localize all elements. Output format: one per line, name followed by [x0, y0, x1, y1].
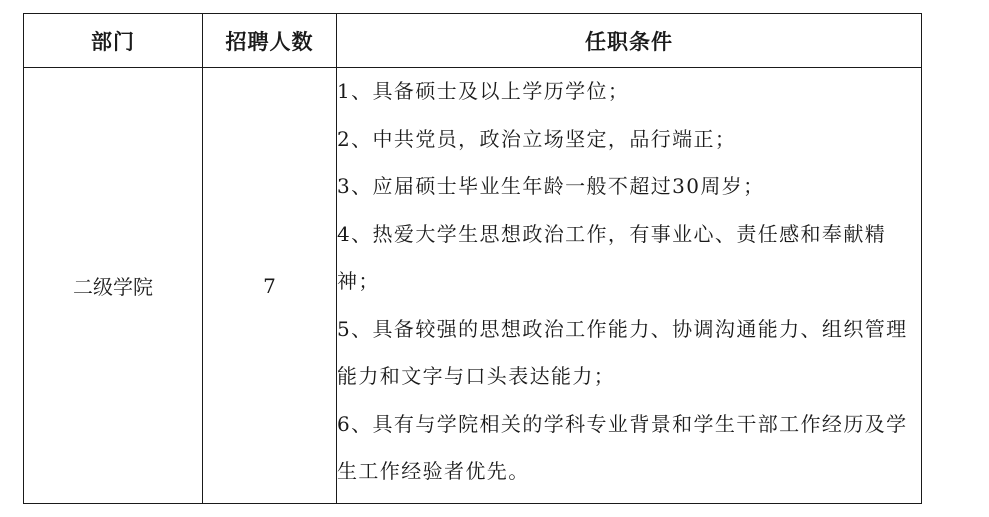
requirement-item: 4、热爱大学生思想政治工作，有事业心、责任感和奉献精神； — [337, 221, 887, 293]
header-headcount: 招聘人数 — [203, 14, 337, 68]
headcount-cell: 7 — [203, 68, 337, 504]
recruitment-table — [23, 13, 922, 504]
header-department: 部门 — [24, 14, 203, 68]
table-row — [24, 68, 922, 504]
requirement-item: 2、中共党员，政治立场坚定，品行端正； — [337, 126, 737, 151]
requirements-cell — [337, 68, 922, 504]
header-row — [24, 14, 922, 68]
header-requirements: 任职条件 — [337, 14, 922, 68]
requirement-item: 5、具备较强的思想政治工作能力、协调沟通能力、组织管理能力和文字与口头表达能力； — [337, 316, 908, 388]
requirements-list — [337, 68, 921, 496]
department-cell: 二级学院 — [24, 68, 203, 504]
requirement-item: 3、应届硕士毕业生年龄一般不超过30周岁； — [337, 174, 765, 198]
requirement-item: 1、具备硕士及以上学历学位； — [337, 79, 630, 103]
requirement-item: 6、具有与学院相关的学科专业背景和学生干部工作经历及学生工作经验者优先。 — [337, 411, 908, 483]
